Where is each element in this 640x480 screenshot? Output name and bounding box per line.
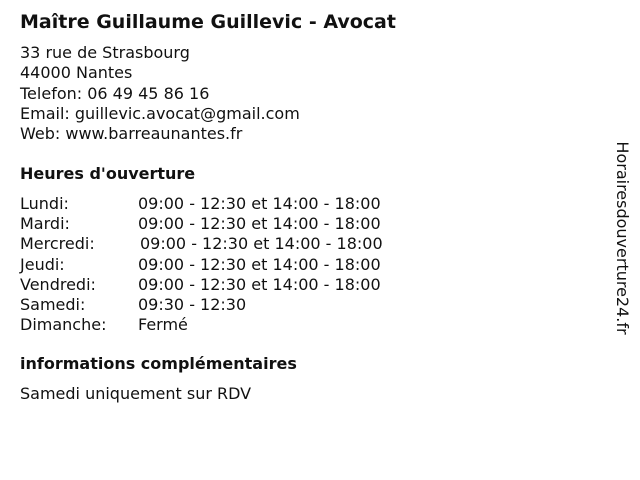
opening-hours-table [20,194,383,335]
day-label: Mercredi: [20,234,95,254]
hours-row-tuesday [20,214,383,234]
street-address: 33 rue de Strasbourg [20,43,190,62]
contact-block [20,43,300,144]
hours-row-wednesday [20,234,383,254]
phone-number: Telefon: 06 49 45 86 16 [20,83,210,103]
time-value: 09:00 - 12:30 et 14:00 - 18:00 [140,234,383,254]
page-title: Maître Guillaume Guillevic - Avocat [20,11,396,33]
time-value: 09:00 - 12:30 et 14:00 - 18:00 [138,274,381,294]
time-value: 09:00 - 12:30 et 14:00 - 18:00 [138,194,381,213]
day-label: Lundi: [20,194,69,213]
day-label: Dimanche: [20,315,107,335]
day-label: Samedi: [20,294,86,314]
city-postcode: 44000 Nantes [20,63,133,83]
day-label: Vendredi: [20,274,96,294]
site-watermark: Horairesdouverture24.fr [613,141,632,335]
hours-row-sunday [20,315,383,335]
time-value: 09:00 - 12:30 et 14:00 - 18:00 [138,214,381,234]
additional-info-heading: informations complémentaires [20,354,297,373]
day-label: Jeudi: [20,254,65,274]
time-value: 09:00 - 12:30 et 14:00 - 18:00 [138,254,381,274]
hours-row-saturday [20,295,383,315]
hours-row-friday [20,275,383,295]
time-value: Fermé [138,315,188,335]
additional-info-text: Samedi uniquement sur RDV [20,384,252,403]
website: Web: www.barreaunantes.fr [20,124,243,143]
email-address: Email: guillevic.avocat@gmail.com [20,103,300,123]
day-label: Mardi: [20,214,70,234]
hours-row-monday [20,194,383,214]
time-value: 09:30 - 12:30 [138,294,247,314]
opening-hours-heading: Heures d'ouverture [20,164,196,183]
hours-row-thursday [20,255,383,275]
